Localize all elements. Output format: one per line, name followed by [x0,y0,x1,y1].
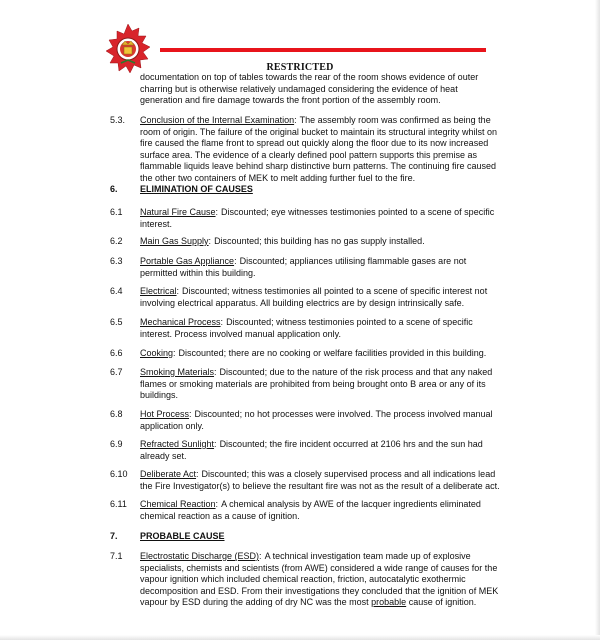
item-6-4: Electrical: Discounted; witness testimonies all pointed to a scene of specific interest not involving electrical apparatus. All building electrics are by design intrinsically safe. [140,286,488,308]
item-6-11: Chemical Reaction: A chemical analysis by AWE of the lacquer ingredients eliminated chemical reaction as a cause of ignition. [140,499,481,521]
item-6-11-title: Chemical Reaction [140,499,216,509]
item-6-10-title: Deliberate Act [140,469,197,479]
item-6-8-body: Discounted; no hot processes were involved. The process involved manual application only. [140,409,493,431]
item-6-9-title: Refracted Sunlight [140,439,215,449]
item-6-2: Main Gas Supply: Discounted; this building has no gas supply installed. [140,236,425,246]
item-6-2-title: Main Gas Supply [140,236,209,246]
item-6-1-number: 6.1 [110,207,123,217]
intro-paragraph: documentation on top of tables towards the rear of the room shows evidence of outer charring but is otherwise relatively undamaged considering the evidence of heat generation and fire damage towards the front portion of the assembly room. [140,72,479,105]
item-6-9-number: 6.9 [110,439,123,449]
item-7-1-number: 7.1 [110,551,123,561]
section-6-heading: ELIMINATION OF CAUSES [140,184,253,194]
item-6-1-body: Discounted; eye witnesses testimonies pointed to a scene of specific interest. [140,207,495,229]
item-6-5: Mechanical Process: Discounted; witness testimonies pointed to a scene of specific interest. Process involved manual application only. [140,317,473,339]
item-6-7-number: 6.7 [110,367,123,377]
item-7-1: Electrostatic Discharge (ESD): A technical investigation team made up of explosive specialists, chemists and scientists (from AWE) considered a wide range of causes for the vapour ignition which included chemical reaction, friction, autocatalytic exothermic decomposition and ESD. From their investigations they concluded that the ignition of MEK vapour by ESD during the adding of dry NC was the most probable cause of ignition. [140,551,499,607]
section-7-heading: PROBABLE CAUSE [140,531,225,541]
item-6-4-number: 6.4 [110,286,123,296]
item-6-2-body: Discounted; this building has no gas supply installed. [214,236,425,246]
item-7-1-body-after: cause of ignition. [408,597,477,607]
page-edge-shadow-bottom [0,635,600,640]
item-6-4-body: Discounted; witness testimonies all pointed to a scene of specific interest not involving electrical apparatus. All building electrics are by design intrinsically safe. [140,286,488,308]
section-7-number: 7. [110,531,118,541]
item-6-5-title: Mechanical Process [140,317,221,327]
page-edge-shadow-right [595,0,600,640]
item-6-3: Portable Gas Appliance: Discounted; appliances utilising flammable gases are not permitted within this building. [140,256,467,278]
item-6-5-number: 6.5 [110,317,123,327]
item-6-10-body: Discounted; this was a closely supervised process and all indications lead the Fire Investigator(s) to believe the resultant fire was not as the result of a deliberate act. [140,469,500,491]
item-6-11-body: A chemical analysis by AWE of the lacquer ingredients eliminated chemical reaction as a cause of ignition. [140,499,481,521]
item-6-2-number: 6.2 [110,236,123,246]
item-6-6: Cooking: Discounted; there are no cooking or welfare facilities provided in this building. [140,348,487,358]
item-7-1-emphasis: probable [371,597,407,607]
item-6-6-body: Discounted; there are no cooking or welfare facilities provided in this building. [178,348,487,358]
item-7-1-body-before: A technical investigation team made up of explosive specialists, chemists and scientists (from AWE) considered a wide range of causes for the vapour ignition which included chemical reaction, friction, autocatalytic exothermic decomposition and ESD. From their investigations they concluded that the ignition of MEK vapour by ESD during the adding of dry NC was the most [140,551,499,607]
item-6-4-title: Electrical [140,286,177,296]
section-5-3-body: The assembly room was confirmed as being the room of origin. The failure of the original bucket to maintain its structural integrity whilst on fire caused the flame front to spread out quickly along the floor due to its now increased surface area. The evidence of a clearly defined pool pattern supports this premise as flammable liquids leave behind sharp distinctive burn patterns. The continuing fire caused the other two containers of MEK to melt adding further fuel to the fire. [140,115,498,183]
classification-header: RESTRICTED [266,62,334,73]
item-6-10: Deliberate Act: Discounted; this was a closely supervised process and all indications lead the Fire Investigator(s) to believe the resultant fire was not as the result of a deliberate act. [140,469,500,491]
item-6-8-title: Hot Process [140,409,190,419]
item-6-6-title: Cooking [140,348,174,358]
item-6-8: Hot Process: Discounted; no hot processes were involved. The process involved manual application only. [140,409,493,431]
item-6-7: Smoking Materials: Discounted; due to the nature of the risk process and that any naked flames or smoking materials are prohibited from being brought onto B area or any of its buildings. [140,367,493,400]
item-6-10-number: 6.10 [110,469,128,479]
item-6-6-number: 6.6 [110,348,123,358]
item-6-9: Refracted Sunlight: Discounted; the fire incident occurred at 2106 hrs and the sun had already set. [140,439,483,461]
item-6-5-body: Discounted; witness testimonies pointed to a scene of specific interest. Process involved manual application only. [140,317,473,339]
section-5-3-paragraph: Conclusion of the Internal Examination: The assembly room was confirmed as being the room of origin. The failure of the original bucket to maintain its structural integrity whilst on fire caused the flame front to spread out quickly along the floor due to its now increased surface area. The evidence of a clearly defined pool pattern supports this premise as flammable liquids leave behind sharp distinctive burn patterns. The continuing fire caused the other two containers of MEK to melt adding further fuel to the fire. [140,115,498,183]
item-6-3-body: Discounted; appliances utilising flammable gases are not permitted within this building. [140,256,467,278]
item-6-8-number: 6.8 [110,409,123,419]
item-7-1-title: Electrostatic Discharge (ESD) [140,551,260,561]
item-6-1: Natural Fire Cause: Discounted; eye witnesses testimonies pointed to a scene of specific interest. [140,207,495,229]
item-6-3-title: Portable Gas Appliance [140,256,235,266]
item-6-3-number: 6.3 [110,256,123,266]
item-6-7-title: Smoking Materials [140,367,215,377]
item-6-7-body: Discounted; due to the nature of the risk process and that any naked flames or smoking materials are prohibited from being brought onto B area or any of its buildings. [140,367,493,400]
item-6-11-number: 6.11 [110,499,127,509]
section-6-number: 6. [110,184,118,194]
header-red-rule [160,48,486,52]
item-6-9-body: Discounted; the fire incident occurred at 2106 hrs and the sun had already set. [140,439,483,461]
item-6-1-title: Natural Fire Cause [140,207,216,217]
section-5-3-title: Conclusion of the Internal Examination [140,115,295,125]
section-5-3-number: 5.3. [110,115,126,125]
